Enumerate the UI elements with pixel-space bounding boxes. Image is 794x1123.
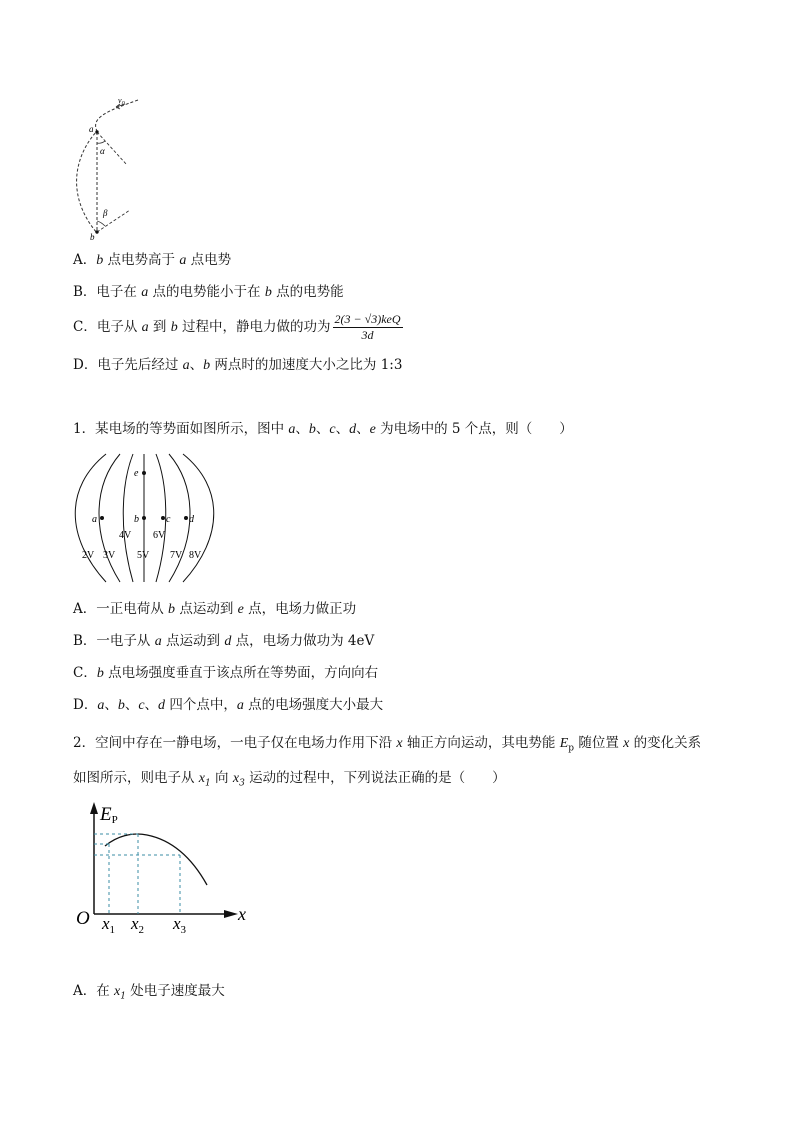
label-7v: 7V <box>170 550 183 561</box>
label-d: d <box>189 514 194 525</box>
point-c <box>161 516 165 520</box>
label-alpha: α <box>100 146 105 156</box>
label-v0: $v_0$ <box>118 96 125 107</box>
q1-stem: 1．某电场的等势面如图所示，图中 a、b、c、d、e 为电场中的 5 个点，则（ ） <box>73 421 573 437</box>
label-b: b <box>90 232 95 242</box>
point-b <box>95 230 98 233</box>
point-e <box>142 471 146 475</box>
q1-option-a: A．一正电荷从 b 点运动到 e 点，电场力做正功 <box>73 601 357 617</box>
q0-option-a: A．b 点电势高于 a 点电势 <box>73 252 232 268</box>
label-3v: 3V <box>103 550 116 561</box>
label-5v: 5V <box>137 550 150 561</box>
q2-stem-line1: 2．空间中存在一静电场，一电子仅在电场力作用下沿 x 轴正方向运动，其电势能 $E_p$ 随位置 x 的变化关系 <box>73 735 702 754</box>
q1-option-d: D．a、b、c、d 四个点中，a 点的电场强度大小最大 <box>73 697 384 713</box>
angle-alpha-arc <box>97 141 105 143</box>
q2-option-a: A．在 $x_1$ 处电子速度最大 <box>73 983 225 1002</box>
x-axis-arrow <box>224 910 238 918</box>
label-a: a <box>89 124 94 134</box>
tick-x2: $x_2$ <box>131 914 145 936</box>
angle-beta-arc <box>97 221 105 226</box>
trajectory-figure <box>70 95 150 240</box>
x-axis-label: x <box>238 904 246 924</box>
line-beta <box>97 210 130 232</box>
q0-option-d: D．电子先后经过 a、b 两点时的加速度大小之比为 1:3 <box>73 357 403 373</box>
equipotential-figure <box>70 452 220 584</box>
label-4v: 4V <box>119 530 132 541</box>
point-a <box>100 516 104 520</box>
potential-energy-graph <box>72 798 252 938</box>
y-axis-arrow <box>90 802 98 814</box>
work-fraction: $\frac{\text{2(3 − √3)keQ}}{3d}$ <box>334 312 401 342</box>
q2-stem-line2: 如图所示，则电子从 $x_1$ 向 $x_3$ 运动的过程中，下列说法正确的是（ ） <box>73 770 506 789</box>
y-axis-label: EP <box>100 804 118 826</box>
label-2v: 2V <box>82 550 95 561</box>
label-b: b <box>134 514 139 525</box>
label-6v: 6V <box>153 530 166 541</box>
q1-option-b: B．一电子从 a 点运动到 d 点，电场力做功为 4eV <box>73 633 375 649</box>
label-c: c <box>166 514 171 525</box>
q0-option-b: B．电子在 a 点的电势能小于在 b 点的电势能 <box>73 284 344 300</box>
point-b <box>142 516 146 520</box>
equipotential-4v <box>123 454 133 582</box>
label-beta: β <box>103 208 108 218</box>
tick-x3: $x_3$ <box>173 914 187 936</box>
ep-curve <box>105 834 207 885</box>
origin-label: O <box>76 908 90 929</box>
point-d <box>184 516 188 520</box>
label-a: a <box>92 514 97 525</box>
label-e: e <box>134 468 139 479</box>
tick-x1: $x_1$ <box>102 914 116 936</box>
q1-option-c: C．b 点电场强度垂直于该点所在等势面，方向向右 <box>73 665 379 681</box>
q0-option-c: C．电子从 a 到 b 过程中，静电力做的功为 $\frac{\text{2(3 − √3)keQ}}{3d}$ <box>73 312 401 342</box>
label-8v: 8V <box>189 550 202 561</box>
point-a <box>95 130 98 133</box>
